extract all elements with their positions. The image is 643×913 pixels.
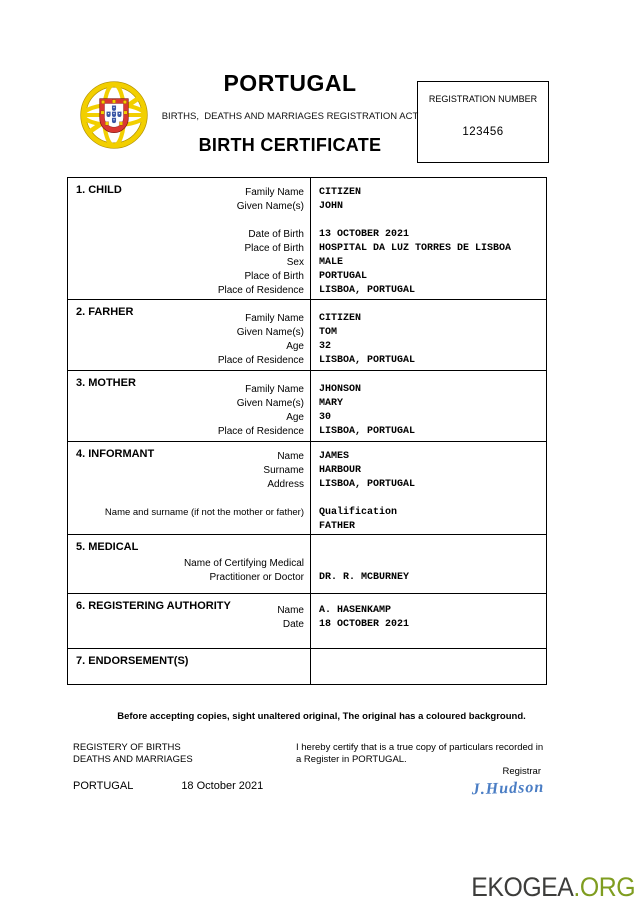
field-label: Practitioner or Doctor xyxy=(209,572,304,583)
field-value: MARY xyxy=(319,398,344,409)
field-label: Date of Birth xyxy=(248,229,304,240)
field-value: MALE xyxy=(319,257,344,268)
section-label-cell xyxy=(68,594,311,648)
field-label: Place of Residence xyxy=(217,285,304,296)
field-value: LISBOA, PORTUGAL xyxy=(319,426,416,437)
section-heading: 3. MOTHER xyxy=(76,377,136,389)
field-value: FATHER xyxy=(319,521,356,532)
field-label: Family Name xyxy=(245,384,304,395)
field-value: HOSPITAL DA LUZ TORRES DE LISBOA xyxy=(319,243,512,254)
field-value: A. HASENKAMP xyxy=(319,605,392,616)
brand-tld: .ORG xyxy=(573,872,635,902)
document-header xyxy=(160,70,420,156)
issue-place-date xyxy=(73,780,263,792)
registration-number-label: REGISTRATION NUMBER xyxy=(428,94,538,104)
field-value xyxy=(319,214,542,228)
field-label: Name xyxy=(277,451,304,462)
field-value: 30 xyxy=(319,412,332,423)
field-label: Name of Certifying Medical xyxy=(183,558,304,569)
field-value: LISBOA, PORTUGAL xyxy=(319,355,416,366)
issue-country: PORTUGAL xyxy=(73,780,134,792)
field-value: JOHN xyxy=(319,201,344,212)
field-value xyxy=(319,543,542,557)
certification-statement: I hereby certify that is a true copy of particulars recorded in a Register in PORTUGAL. xyxy=(296,742,544,765)
field-label xyxy=(76,492,304,506)
section-label-cell xyxy=(68,178,311,299)
section-heading: 1. CHILD xyxy=(76,184,122,196)
section-row xyxy=(68,442,546,535)
section-heading: 4. INFORMANT xyxy=(76,448,155,460)
field-value: JHONSON xyxy=(319,384,362,395)
field-value: LISBOA, PORTUGAL xyxy=(319,285,416,296)
field-label: Address xyxy=(267,479,304,490)
registry-office-block xyxy=(73,742,193,766)
section-value-cell xyxy=(311,442,546,534)
field-label: Age xyxy=(286,412,304,423)
field-value: CITIZEN xyxy=(319,187,362,198)
brand-name: EKOGEA xyxy=(471,872,574,902)
field-label: Surname xyxy=(263,465,304,476)
field-value: DR. R. MCBURNEY xyxy=(319,572,410,583)
section-heading: 7. ENDORSEMENT(S) xyxy=(76,655,189,667)
section-label-cell xyxy=(68,371,311,441)
field-label xyxy=(76,214,304,228)
field-label: Given Name(s) xyxy=(236,398,304,409)
field-label: Name xyxy=(277,605,304,616)
field-label: Age xyxy=(286,341,304,352)
section-label-cell xyxy=(68,300,311,370)
field-value: HARBOUR xyxy=(319,465,362,476)
section-label-cell xyxy=(68,442,311,534)
field-label: Family Name xyxy=(245,187,304,198)
field-label: Given Name(s) xyxy=(236,327,304,338)
registry-line-2: DEATHS AND MARRIAGES xyxy=(73,754,193,765)
section-row xyxy=(68,649,546,684)
section-heading: 5. MEDICAL xyxy=(76,541,139,553)
field-values xyxy=(319,178,542,298)
field-label: Place of Residence xyxy=(217,426,304,437)
field-value: JAMES xyxy=(319,451,350,462)
registration-number-value: 123456 xyxy=(462,126,504,138)
field-value: 13 OCTOBER 2021 xyxy=(319,229,410,240)
field-label xyxy=(76,520,304,534)
section-label-cell xyxy=(68,535,311,593)
field-values xyxy=(319,300,542,368)
field-values xyxy=(319,442,542,534)
section-heading: 6. REGISTERING AUTHORITY xyxy=(76,600,231,612)
section-row xyxy=(68,300,546,371)
registration-act-line: BIRTHS, DEATHS AND MARRIAGES REGISTRATION ACT xyxy=(161,111,419,122)
registry-line-1: REGISTERY OF BIRTHS xyxy=(73,742,181,753)
registrar-signature: J.Hudson xyxy=(471,778,545,799)
field-values xyxy=(319,535,542,585)
field-value: 18 OCTOBER 2021 xyxy=(319,619,410,630)
field-value xyxy=(319,557,542,571)
field-value: LISBOA, PORTUGAL xyxy=(319,479,416,490)
field-value: 32 xyxy=(319,341,332,352)
field-label: Place of Birth xyxy=(244,243,304,254)
field-label: Place of Birth xyxy=(244,271,304,282)
registrar-label: Registrar xyxy=(502,766,541,777)
section-value-cell xyxy=(311,649,546,684)
field-value xyxy=(319,492,542,506)
copy-notice: Before accepting copies, sight unaltered original, The original has a coloured background. xyxy=(117,711,526,722)
field-value: TOM xyxy=(319,327,338,338)
issue-date: 18 October 2021 xyxy=(181,780,264,792)
certificate-table xyxy=(67,177,547,685)
document-title: BIRTH CERTIFICATE xyxy=(198,135,382,155)
field-label: Sex xyxy=(286,257,304,268)
section-value-cell xyxy=(311,178,546,299)
portugal-coat-of-arms-icon xyxy=(80,72,148,158)
field-label: Family Name xyxy=(245,313,304,324)
field-values xyxy=(319,594,542,632)
section-value-cell xyxy=(311,535,546,593)
country-title: PORTUGAL xyxy=(223,70,357,96)
section-label-cell xyxy=(68,649,311,684)
field-label: Date xyxy=(282,619,304,630)
registration-number-box xyxy=(417,81,549,163)
field-value: PORTUGAL xyxy=(319,271,368,282)
field-value: CITIZEN xyxy=(319,313,362,324)
section-row xyxy=(68,178,546,300)
section-value-cell xyxy=(311,371,546,441)
field-label: Name and surname (if not the mother or father) xyxy=(104,507,304,518)
section-value-cell xyxy=(311,300,546,370)
field-labels xyxy=(76,178,304,298)
section-row xyxy=(68,371,546,442)
field-label: Given Name(s) xyxy=(236,201,304,212)
section-row xyxy=(68,594,546,649)
ekogea-watermark xyxy=(471,872,635,903)
field-values xyxy=(319,371,542,439)
section-row xyxy=(68,535,546,594)
section-heading: 2. FARHER xyxy=(76,306,134,318)
field-label: Place of Residence xyxy=(217,355,304,366)
section-value-cell xyxy=(311,594,546,648)
field-value: Qualification xyxy=(319,507,398,518)
